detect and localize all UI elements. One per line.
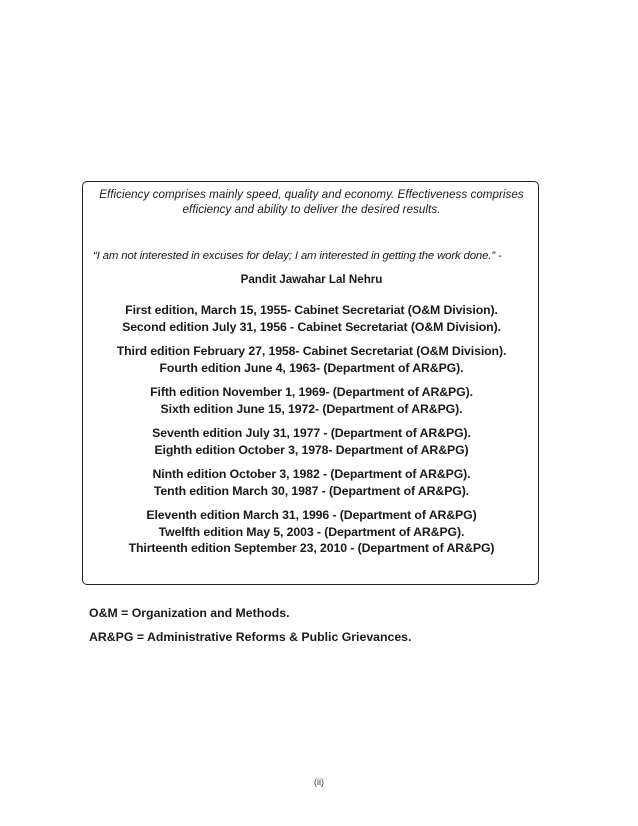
edition-group-1 — [83, 302, 540, 335]
edition-history — [83, 302, 540, 565]
edition-line: Ninth edition October 3, 1982 - (Department of AR&PG). — [152, 467, 471, 481]
edition-line: Second edition July 31, 1956 - Cabinet Secretariat (O&M Division). — [122, 319, 501, 334]
edition-line: Tenth edition March 30, 1987 - (Department of AR&PG). — [153, 483, 470, 498]
nehru-quote: “I am not interested in excuses for delay; I am interested in getting the work done.” - — [93, 250, 502, 262]
edition-line: Eleventh edition March 31, 1996 - (Department of AR&PG) — [146, 508, 477, 522]
edition-line: Fifth edition November 1, 1969- (Department of AR&PG). — [150, 385, 473, 399]
edition-group-6 — [83, 507, 540, 557]
efficiency-quote-line-2: efficiency and ability to deliver the desired results. — [182, 203, 441, 216]
abbreviation-arpg: AR&PG = Administrative Reforms & Public Grievances. — [89, 630, 412, 644]
edition-group-3 — [83, 384, 540, 417]
edition-line: Thirteenth edition September 23, 2010 - (Department of AR&PG) — [128, 541, 495, 555]
edition-line: Eighth edition October 3, 1978- Department of AR&PG) — [154, 442, 469, 457]
edition-line: Third edition February 27, 1958- Cabinet Secretariat (O&M Division). — [116, 344, 507, 358]
edition-line: Fourth edition June 4, 1963- (Department of AR&PG). — [159, 360, 464, 375]
edition-group-2 — [83, 343, 540, 376]
efficiency-quote-line-1: Efficiency comprises mainly speed, quality and economy. Effectiveness comprises — [99, 188, 524, 201]
edition-line: Sixth edition June 15, 1972- (Department of AR&PG). — [160, 401, 463, 416]
edition-group-4 — [83, 425, 540, 458]
efficiency-quote — [83, 187, 540, 217]
edition-line: First edition, March 15, 1955- Cabinet Secretariat (O&M Division). — [125, 303, 498, 317]
edition-info-box — [82, 181, 539, 585]
abbreviation-om: O&M = Organization and Methods. — [89, 606, 290, 620]
page-number: (ii) — [314, 777, 324, 787]
abbreviations-list — [89, 601, 411, 649]
edition-line: Seventh edition July 31, 1977 - (Department of AR&PG). — [152, 426, 471, 440]
quote-author: Pandit Jawahar Lal Nehru — [240, 273, 383, 286]
edition-line: Twelfth edition May 5, 2003 - (Department of AR&PG). — [158, 524, 465, 539]
edition-group-5 — [83, 466, 540, 499]
